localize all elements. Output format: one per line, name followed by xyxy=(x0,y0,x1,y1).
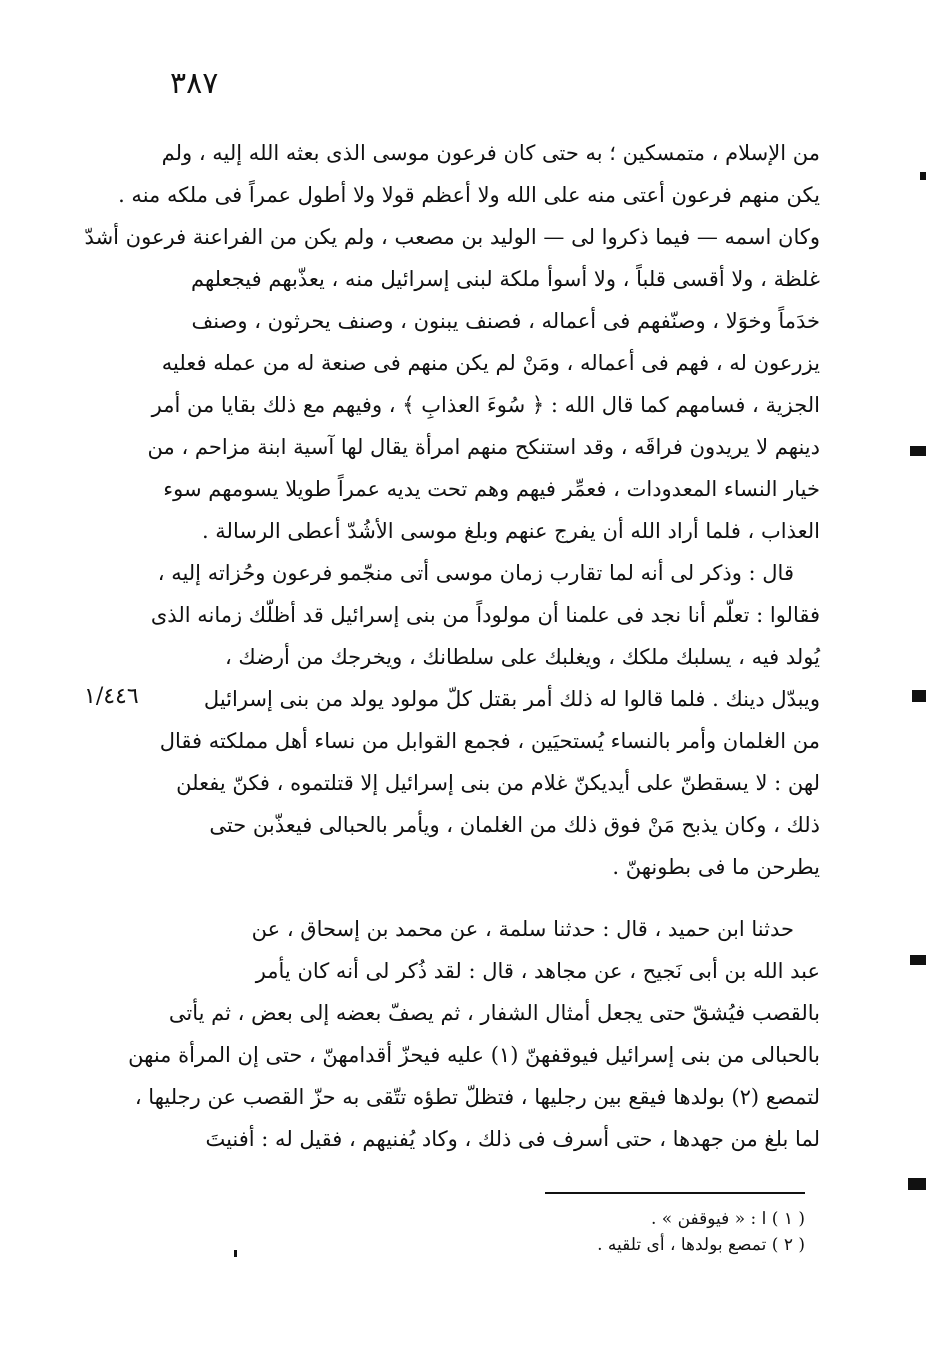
text-line: خدَماً وخوَلا ، وصنّفهم فى أعماله ، فصنف يبنون ، وصنف يحرثون ، وصنف xyxy=(191,309,820,333)
text-line: فقالوا : تعلّم أنا نجد فى علمنا أن مولوداً من بنى إسرائيل قد أظلّك زمانه الذى xyxy=(150,603,820,627)
text-line: لما بلغ من جهدها ، حتى أسرف فى ذلك ، وكاد يُفنيهم ، فقيل له : أفنيتَ xyxy=(205,1127,820,1151)
scan-edge-mark xyxy=(908,1178,926,1190)
page-number: ٣٨٧ xyxy=(170,66,219,101)
text-line: دينهم لا يريدون فراقَه ، وقد استنكح منهم امرأة يقال لها آسية ابنة مزاحم ، من xyxy=(147,435,820,459)
text-line: لتمصع (٢) بولدها فيقع بين رجليها ، فتظلّ تطؤه تتّقى به حزّ القصب عن رجليها ، xyxy=(134,1085,820,1109)
scan-edge-mark xyxy=(912,690,926,702)
scan-edge-mark xyxy=(910,446,926,456)
text-line: ويبدّل دينك . فلما قالوا له ذلك أمر بقتل كلّ مولود يولد من بنى إسرائيل xyxy=(203,687,820,711)
text-line: عبد الله بن أبى نَجيح ، عن مجاهد ، قال : لقد ذُكر لى أنه كان يأمر xyxy=(255,959,820,983)
footnotes xyxy=(480,1206,805,1258)
main-text-lower xyxy=(128,908,820,1160)
text-line: من الغلمان وأمر بالنساء يُستحيَين ، فجمع القوابل من نساء أهل مملكته فقال xyxy=(159,729,820,753)
text-line: لهن : لا يسقطنّ على أيديكنّ غلام من بنى إسرائيل إلا قتلتموه ، فكنّ يفعلن xyxy=(176,771,820,795)
text-line: يكن منهم فرعون أعتى منه على الله ولا أعظم قولا ولا أطول عمراً فى ملكه منه . xyxy=(118,183,820,207)
footnote-divider xyxy=(545,1192,805,1194)
text-line: وكان اسمه — فيما ذكروا لى — الوليد بن مصعب ، ولم يكن من الفراعنة فرعون أشدّ xyxy=(84,225,820,249)
text-line: العذاب ، فلما أراد الله أن يفرج عنهم وبلغ موسى الأشُدّ أعطى الرسالة . xyxy=(201,519,820,543)
text-line: الجزية ، فسامهم كما قال الله : ﴿ سُوءَ العذابِ ﴾ ، وفيهم مع ذلك بقايا من أمر xyxy=(151,393,820,417)
text-line: بالحبالى من بنى إسرائيل فيوقفهنّ (١) عليه فيحزّ أقدامهنّ ، حتى إن المرأة منهن xyxy=(128,1043,820,1067)
footnote: ( ٢ ) تمصع بولدها ، أى تلقيه . xyxy=(597,1235,805,1255)
text-line: خيار النساء المعدودات ، فعمِّر فيهم وهم تحت يديه عمراً طويلا يسومهم سوء xyxy=(163,477,820,501)
text-line: يُولد فيه ، يسلبك ملكك ، ويغلبك على سلطانك ، ويخرجك من أرضك ، xyxy=(224,645,820,669)
text-line: بالقصب فيُشقّ حتى يجعل أمثال الشفار ، ثم يصفّ بعضه إلى بعض ، ثم يأتى xyxy=(168,1001,820,1025)
scan-speck xyxy=(234,1250,237,1257)
scan-edge-mark xyxy=(910,955,926,965)
text-line: يزرعون له ، فهم فى أعماله ، ومَنْ لم يكن منهم فى صنعة له من عمله فعليه xyxy=(161,351,820,375)
text-line: يطرحن ما فى بطونهنّ . xyxy=(612,855,820,879)
scan-edge-mark xyxy=(920,172,926,180)
text-line: من الإسلام ، متمسكين ؛ به حتى كان فرعون موسى الذى بعثه الله إليه ، ولم xyxy=(161,141,820,165)
text-line: حدثنا ابن حميد ، قال : حدثنا سلمة ، عن محمد بن إسحاق ، عن xyxy=(251,917,794,941)
text-line: ذلك ، وكان يذبح مَنْ فوق ذلك من الغلمان ، ويأمر بالحبالى فيعذّبن حتى xyxy=(209,813,820,837)
margin-reference: ١/٤٤٦ xyxy=(84,684,139,709)
text-line: قال : وذكر لى أنه لما تقارب زمان موسى أتى منجّمو فرعون وحُزاته إليه ، xyxy=(157,561,794,585)
footnote: ( ١ ) ا : « فيوقفن » . xyxy=(650,1209,805,1229)
text-line: غلظة ، ولا أقسى قلباً ، ولا أسوأ ملكة لبنى إسرائيل منه ، يعذّبهم فيجعلهم xyxy=(191,267,820,291)
